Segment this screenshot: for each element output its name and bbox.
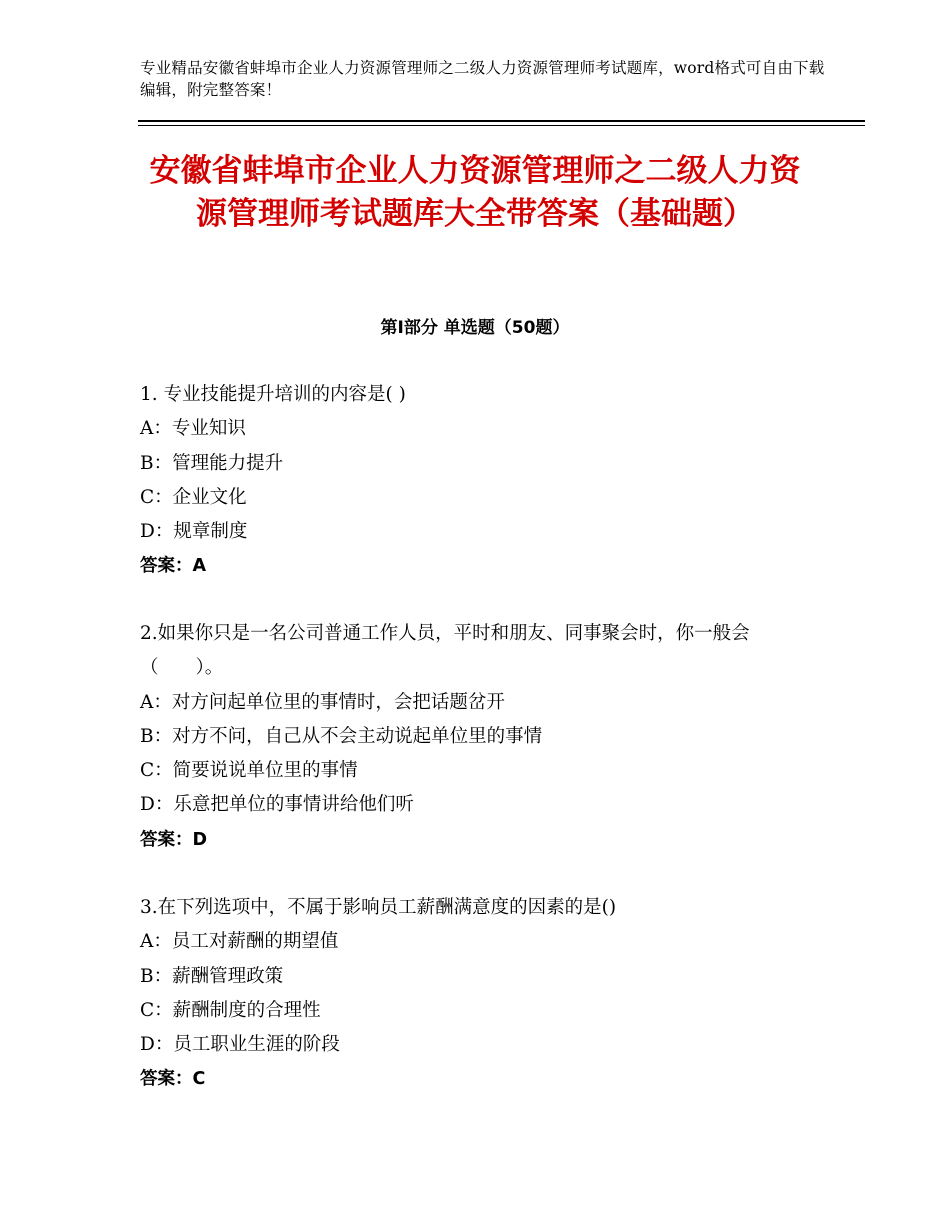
header-divider-thin <box>138 125 865 126</box>
option-d: D：规章制度 <box>140 521 248 543</box>
option-b: B：管理能力提升 <box>140 452 284 474</box>
option-d: D：员工职业生涯的阶段 <box>140 1034 340 1056</box>
option-a: A：员工对薪酬的期望值 <box>140 931 339 953</box>
answer: 答案：D <box>140 829 208 850</box>
option-b: B：对方不问，自己从不会主动说起单位里的事情 <box>140 725 543 747</box>
question-3 <box>140 891 820 1097</box>
answer: 答案：A <box>140 556 207 577</box>
option-b: B：薪酬管理政策 <box>140 965 284 987</box>
header-note: 专业精品安徽省蚌埠市企业人力资源管理师之二级人力资源管理师考试题库，word格式可自由下载编辑，附完整答案！ <box>140 59 825 99</box>
answer: 答案：C <box>140 1069 206 1090</box>
question-2 <box>140 617 790 857</box>
question-stem: 3.在下列选项中，不属于影响员工薪酬满意度的因素的是() <box>140 897 617 918</box>
document-title: 安徽省蚌埠市企业人力资源管理师之二级人力资源管理师考试题库大全带答案（基础题） <box>149 153 801 232</box>
option-d: D：乐意把单位的事情讲给他们听 <box>140 794 414 816</box>
option-c: C：企业文化 <box>140 486 247 508</box>
question-stem: 2.如果你只是一名公司普通工作人员，平时和朋友、同事聚会时，你一般会（ ）。 <box>140 623 750 679</box>
option-c: C：简要说说单位里的事情 <box>140 760 358 782</box>
question-1 <box>140 378 820 584</box>
section-title: 第Ⅰ部分 单选题（50题） <box>380 318 570 338</box>
header-divider-thick <box>138 120 865 122</box>
question-stem: 1. 专业技能提升培训的内容是( ) <box>140 384 406 405</box>
option-a: A：对方问起单位里的事情时，会把话题岔开 <box>140 691 505 713</box>
option-c: C：薪酬制度的合理性 <box>140 999 321 1021</box>
option-a: A：专业知识 <box>140 418 246 440</box>
